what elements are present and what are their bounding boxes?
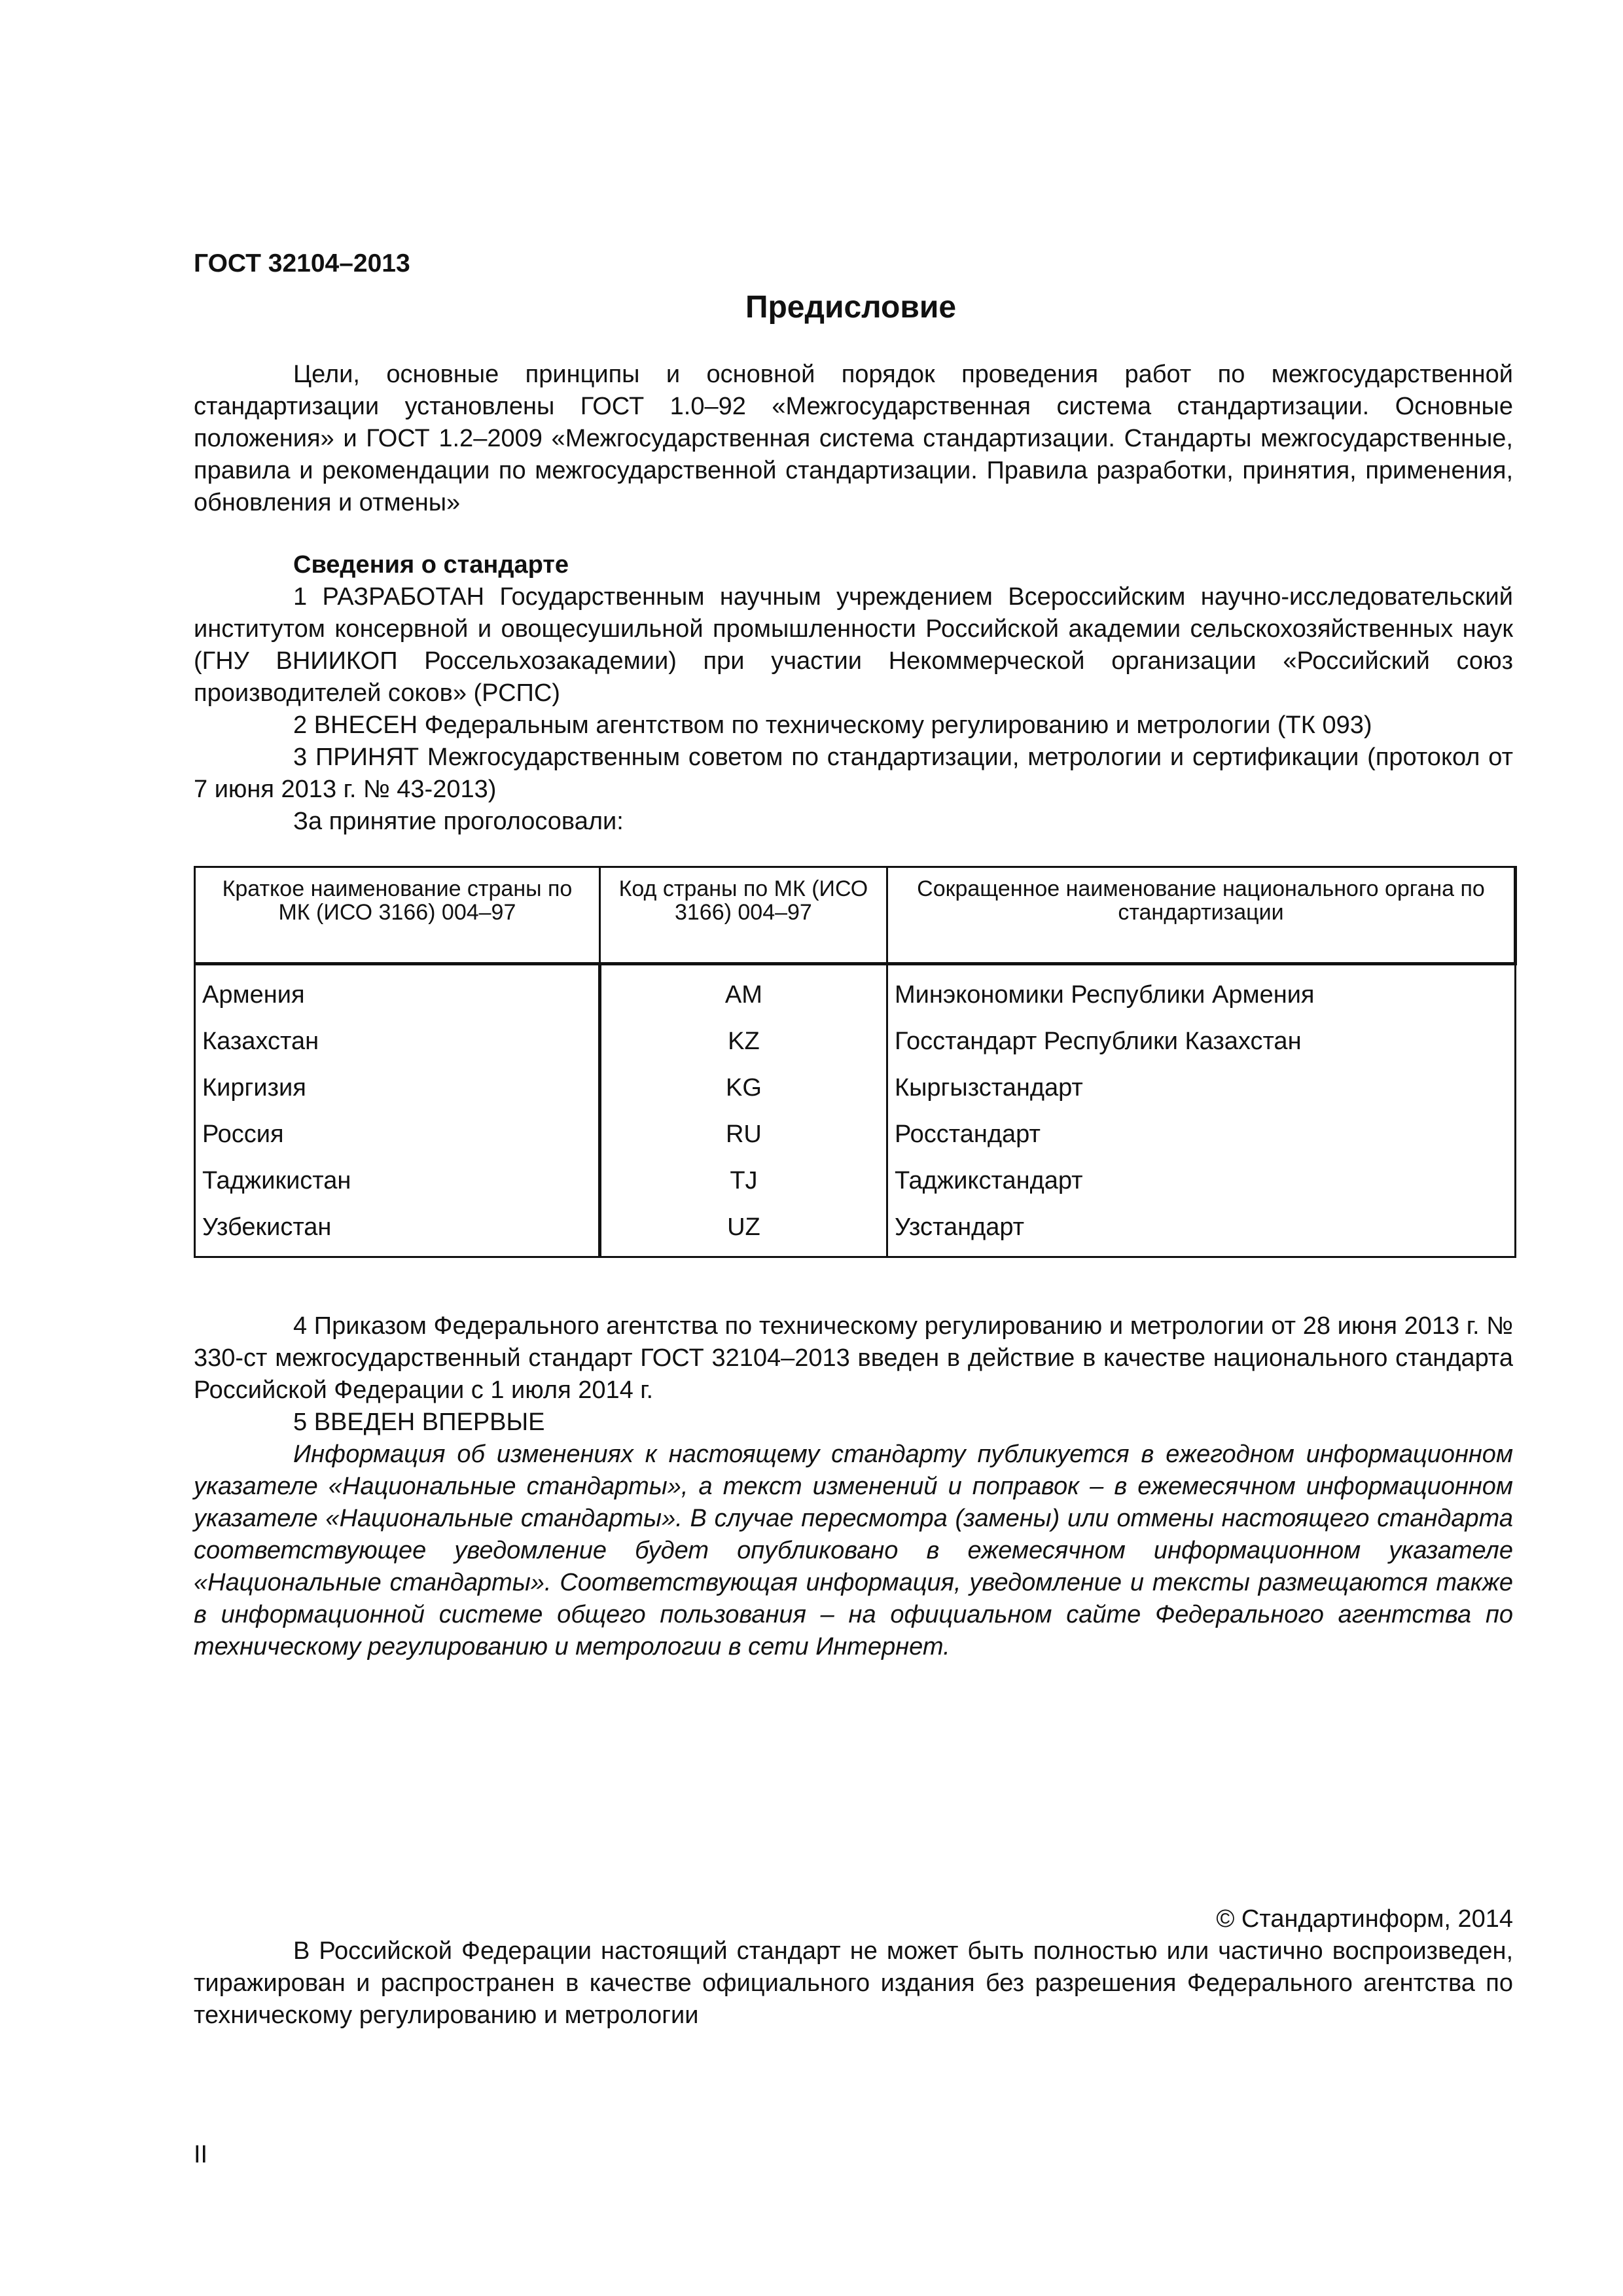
- table-row: [195, 1065, 1516, 1111]
- info-item-3: 3 ПРИНЯТ Межгосударственным советом по стандартизации, метрологии и сертификации (протокол от 7 июня 2013 г. № 43-2013): [194, 744, 1513, 803]
- copyright-line: © Стандартинформ, 2014: [1216, 1905, 1513, 1933]
- code-cell: UZ: [599, 1204, 887, 1257]
- authority-cell: Госстандарт Республики Казахстан: [887, 1018, 1515, 1065]
- table-row: [195, 1018, 1516, 1065]
- authority-cell: Узстандарт: [887, 1204, 1515, 1257]
- changes-notice: Информация об изменениях к настоящему стандарту публикуется в ежегодном информационном указателе «Национальные стандарты», а текст изменений и поправок – в ежемесячном информационном указателе «Национальные стандарты». В случае пересмотра (замены) или отмены настоящего стандарта соответствующее уведомление будет опубликовано в ежемесячном информационном указателе «Национальные стандарты». Соответствующая информация, уведомление и тексты размещаются также в информационной системе общего пользования – на официальном сайте Федерального агентства по техническому регулированию и метрологии в сети Интернет.: [194, 1441, 1513, 1660]
- authority-cell: Минэкономики Республики Армения: [887, 964, 1515, 1019]
- column-header-code: Код страны по МК (ИСО 3166) 004–97: [599, 867, 887, 964]
- info-heading: Сведения о стандарте: [293, 551, 569, 579]
- code-cell: KZ: [599, 1018, 887, 1065]
- code-cell: TJ: [599, 1158, 887, 1204]
- column-header-authority: Сокращенное наименование национального органа по стандартизации: [887, 867, 1515, 964]
- country-cell: Таджикистан: [195, 1158, 600, 1204]
- rights-notice: В Российской Федерации настоящий стандарт не может быть полностью или частично воспроизведен, тиражирован и распространен в качестве официального издания без разрешения Федерального агентства по техническому регулированию и метрологии: [194, 1937, 1513, 2029]
- country-cell: Армения: [195, 964, 600, 1019]
- standard-info-section: [194, 549, 1513, 838]
- voting-table: [194, 866, 1517, 1258]
- code-cell: KG: [599, 1065, 887, 1111]
- table-header-row: [195, 867, 1516, 964]
- authority-cell: Росстандарт: [887, 1111, 1515, 1158]
- info-item-5: 5 ВВЕДЕН ВПЕРВЫЕ: [293, 1408, 545, 1436]
- adoption-section: [194, 1310, 1513, 1663]
- document-code: ГОСТ 32104–2013: [194, 249, 410, 278]
- table-row: [195, 964, 1516, 1019]
- intro-section: [194, 359, 1513, 519]
- info-item-1: 1 РАЗРАБОТАН Государственным научным учреждением Всероссийским научно-исследовательский институтом консервной и овощесушильной промышленности Российской академии сельскохозяйственных наук (ГНУ ВНИИКОП Россельхозакадемии) при участии Некоммерческой организации «Российский союз производителей соков» (РСПС): [194, 583, 1513, 707]
- code-cell: AM: [599, 964, 887, 1019]
- country-cell: Россия: [195, 1111, 600, 1158]
- intro-paragraph: Цели, основные принципы и основной порядок проведения работ по межгосударственной стандартизации установлены ГОСТ 1.0–92 «Межгосударственная система стандартизации. Основные положения» и ГОСТ 1.2–2009 «Межгосударственная система стандартизации. Стандарты межгосударственные, правила и рекомендации по межгосударственной стандартизации. Правила разработки, принятия, применения, обновления и отмены»: [194, 361, 1513, 516]
- rights-section: [194, 1935, 1513, 2032]
- table-row: [195, 1158, 1516, 1204]
- page-number: II: [194, 2141, 208, 2168]
- authority-cell: Кыргызстандарт: [887, 1065, 1515, 1111]
- voted-label: За принятие проголосовали:: [293, 808, 624, 835]
- info-item-2: 2 ВНЕСЕН Федеральным агентством по техническому регулированию и метрологии (ТК 093): [293, 711, 1372, 739]
- page-title: Предисловие: [745, 290, 957, 325]
- country-cell: Киргизия: [195, 1065, 600, 1111]
- table-row: [195, 1204, 1516, 1257]
- country-cell: Узбекистан: [195, 1204, 600, 1257]
- table-row: [195, 1111, 1516, 1158]
- code-cell: RU: [599, 1111, 887, 1158]
- country-cell: Казахстан: [195, 1018, 600, 1065]
- authority-cell: Таджикстандарт: [887, 1158, 1515, 1204]
- column-header-country: Краткое наименование страны по МК (ИСО 3166) 004–97: [195, 867, 600, 964]
- info-item-4: 4 Приказом Федерального агентства по техническому регулированию и метрологии от 28 июня 2013 г. № 330-ст межгосударственный стандарт ГОСТ 32104–2013 введен в действие в качестве национального стандарта Российской Федерации с 1 июля 2014 г.: [194, 1312, 1513, 1404]
